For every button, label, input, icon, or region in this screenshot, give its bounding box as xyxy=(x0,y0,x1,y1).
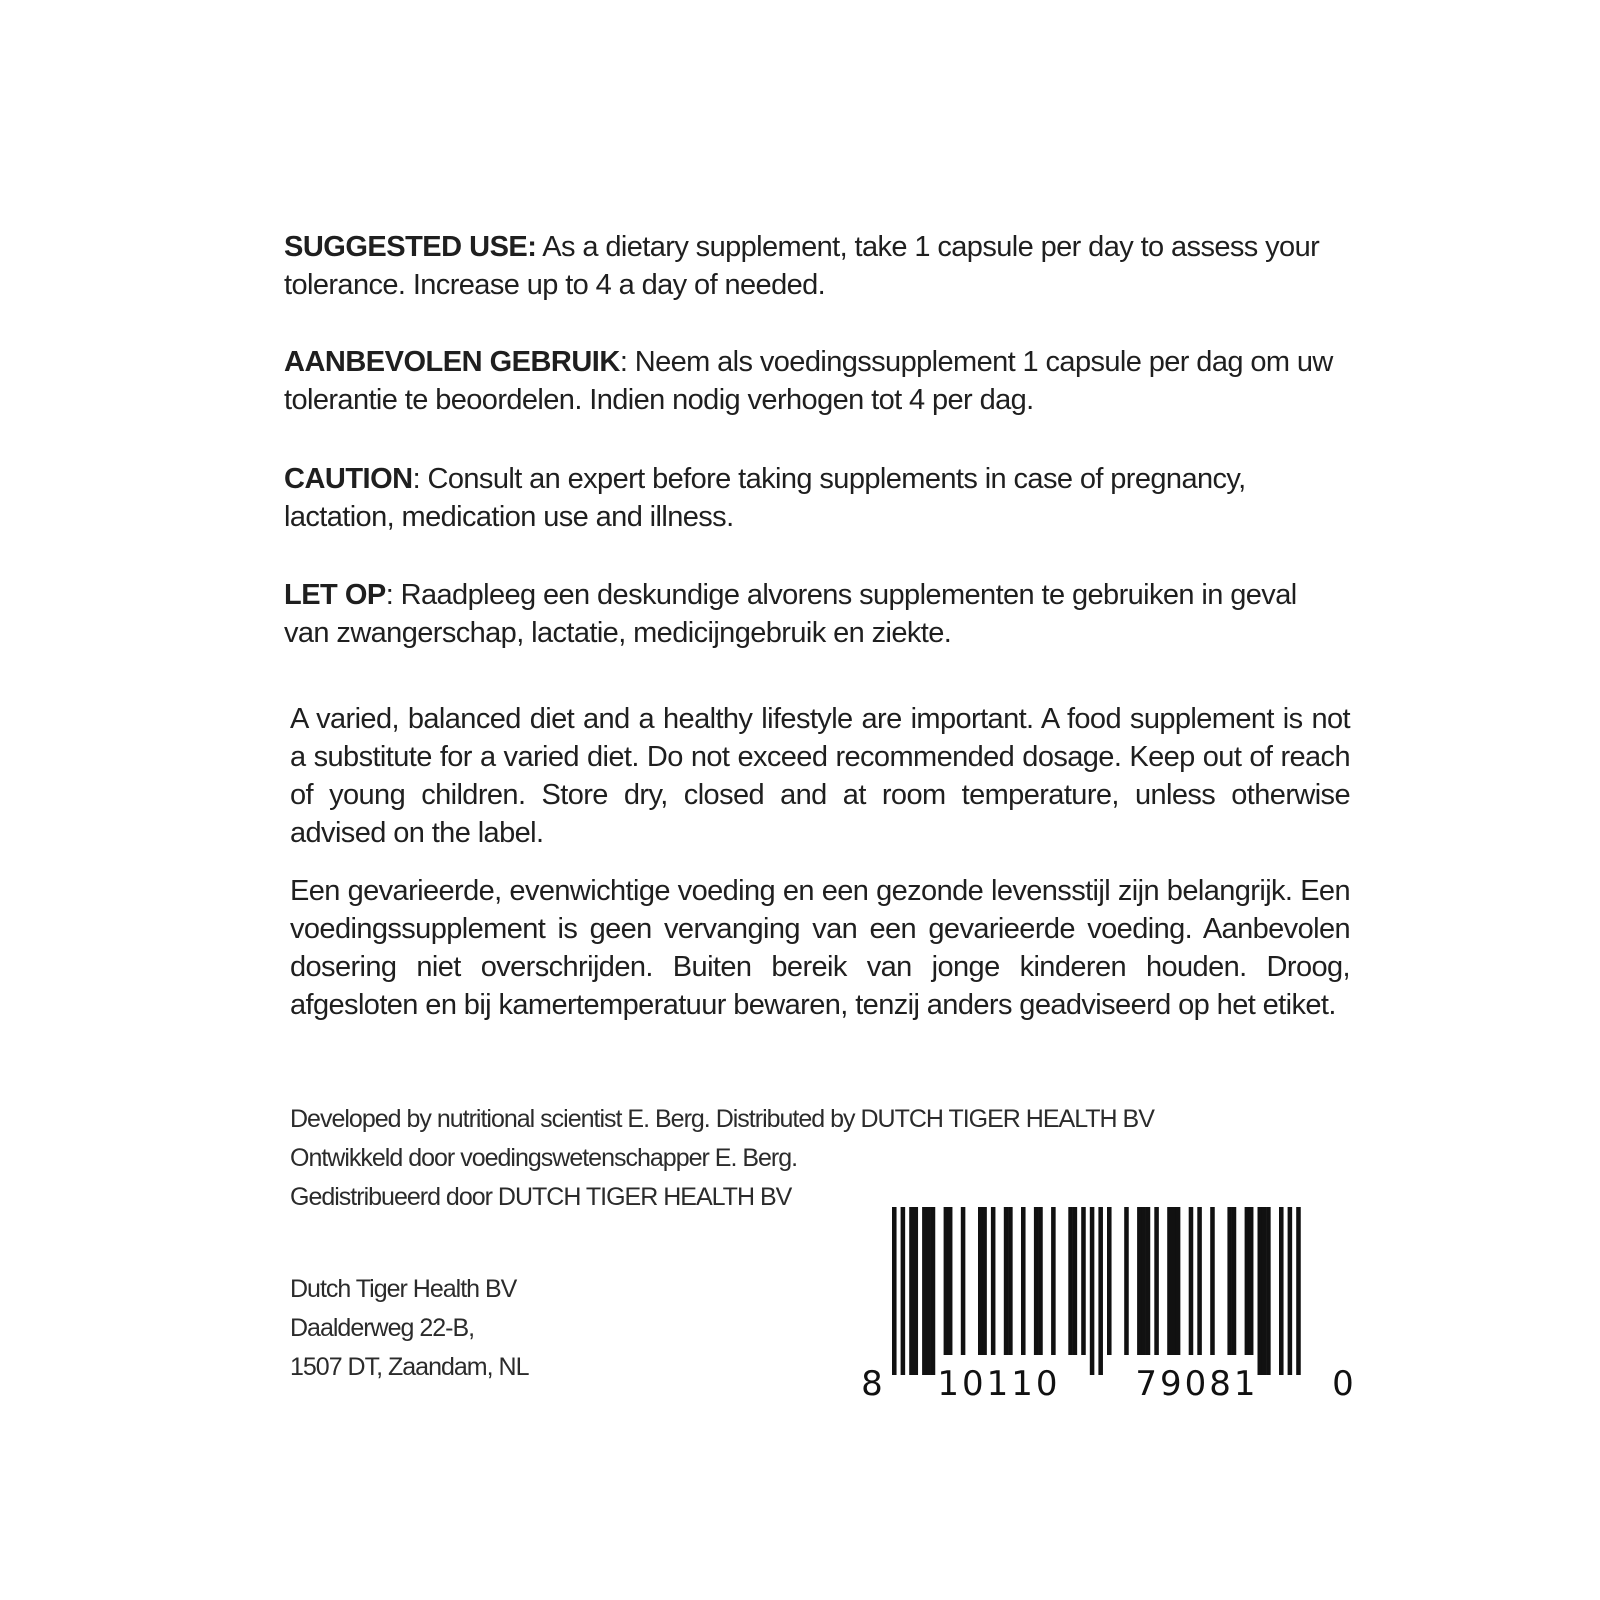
barcode xyxy=(860,1207,1360,1407)
suggested-use-heading: SUGGESTED USE: xyxy=(284,231,537,263)
street-address: Daalderweg 22-B, xyxy=(290,1314,475,1342)
barcode-bar xyxy=(1266,1207,1271,1375)
barcode-bar xyxy=(901,1207,906,1375)
caution-text: : Consult an expert before taking supplements in case of pregnancy, lactation, medication use and illness. xyxy=(284,463,1246,533)
barcode-bar xyxy=(1098,1207,1103,1375)
barcode-bar xyxy=(1004,1207,1009,1355)
barcode-right-group: 79081 xyxy=(1135,1364,1259,1404)
barcode-bar xyxy=(1038,1207,1043,1355)
credits-line: Developed by nutritional scientist E. Berg. Distributed by DUTCH TIGER HEALTH BV xyxy=(290,1105,1154,1133)
address-block xyxy=(290,1270,528,1387)
barcode-check-digit: 0 xyxy=(1332,1364,1354,1404)
let-op-section xyxy=(284,576,1344,652)
barcode-number-system: 8 xyxy=(861,1364,883,1404)
barcode-bar xyxy=(1232,1207,1237,1355)
aanbevolen-gebruik-heading: AANBEVOLEN GEBRUIK xyxy=(284,346,620,378)
barcode-bar xyxy=(1197,1207,1202,1355)
barcode-bar xyxy=(1034,1207,1039,1355)
barcode-bar xyxy=(1296,1207,1301,1375)
barcode-left-group: 10110 xyxy=(937,1364,1061,1404)
barcode-bar xyxy=(926,1207,931,1375)
suggested-use-section xyxy=(284,228,1344,304)
barcode-bar xyxy=(1124,1207,1129,1355)
barcode-bar xyxy=(1107,1207,1112,1355)
barcode-bar xyxy=(961,1207,966,1355)
barcode-bar xyxy=(1189,1207,1194,1355)
barcode-bar xyxy=(1249,1207,1254,1355)
barcode-bar xyxy=(1279,1207,1284,1375)
barcode-bar xyxy=(948,1207,953,1355)
aanbevolen-gebruik-text: : Neem als voedingssupplement 1 capsule per dag om uw tolerantie te beoordelen. Indien nodig verhogen tot 4 per dag. xyxy=(284,346,1333,416)
credits-line: Gedistribueerd door DUTCH TIGER HEALTH BV xyxy=(290,1183,792,1211)
barcode-bar xyxy=(1051,1207,1056,1355)
barcode-bars xyxy=(892,1207,1301,1375)
barcode-bar xyxy=(1021,1207,1026,1355)
barcode-bar xyxy=(982,1207,987,1355)
barcode-bar xyxy=(1008,1207,1013,1355)
barcode-bar xyxy=(1141,1207,1146,1355)
barcode-bar xyxy=(1073,1207,1078,1355)
barcode-bar xyxy=(1068,1207,1073,1355)
barcode-bar xyxy=(944,1207,949,1355)
disclaimer-english: A varied, balanced diet and a healthy lifestyle are important. A food supplement is not a substitute for a varied diet. Do not exceed recommended dosage. Keep out of reach of young children. Store dry, closed and at room temperature, unless otherwise advised on the label. xyxy=(290,703,1350,849)
barcode-bar xyxy=(909,1207,914,1375)
suggested-use-text: As a dietary supplement, take 1 capsule per day to assess your tolerance. Increase up to 4 a day of needed. xyxy=(284,231,1320,301)
barcode-bar xyxy=(1245,1207,1250,1355)
barcode-bar xyxy=(991,1207,996,1355)
barcode-bar xyxy=(892,1207,897,1375)
barcode-bar xyxy=(1090,1207,1095,1375)
aanbevolen-gebruik-section xyxy=(284,343,1344,419)
credits-block xyxy=(290,1100,1154,1217)
barcode-bar xyxy=(1258,1207,1263,1375)
barcode-bar xyxy=(1167,1207,1172,1355)
barcode-bar xyxy=(1176,1207,1181,1355)
caution-section xyxy=(284,460,1344,536)
postal-city: 1507 DT, Zaandam, NL xyxy=(290,1353,529,1381)
barcode-bar xyxy=(931,1207,936,1375)
barcode-bar xyxy=(1146,1207,1151,1355)
barcode-bar xyxy=(922,1207,927,1375)
barcode-bar xyxy=(1172,1207,1177,1355)
caution-heading: CAUTION xyxy=(284,463,413,495)
barcode-bar xyxy=(1262,1207,1267,1375)
barcode-bar xyxy=(1227,1207,1232,1355)
credits-line: Ontwikkeld door voedingswetenschapper E. Berg. xyxy=(290,1144,798,1172)
barcode-bar xyxy=(1137,1207,1142,1355)
let-op-text: : Raadpleeg een deskundige alvorens supplementen te gebruiken in geval van zwangerschap, lactatie, medicijngebruik en ziekte. xyxy=(284,579,1297,649)
barcode-bar xyxy=(914,1207,919,1375)
barcode-bar xyxy=(978,1207,983,1355)
company-name: Dutch Tiger Health BV xyxy=(290,1275,517,1303)
let-op-heading: LET OP xyxy=(284,579,386,611)
barcode-bar xyxy=(1210,1207,1215,1355)
barcode-bar xyxy=(1081,1207,1086,1355)
disclaimer-dutch: Een gevarieerde, evenwichtige voeding en een gezonde levensstijl zijn belangrijk. Een voedingssupplement is geen vervanging van een gevarieerde voeding. Aanbevolen dosering niet overschrijden. Buiten bereik van jonge kinderen houden. Droog, afgesloten en bij kamertemperatuur bewaren, tenzij anders geadviseerd op het etiket. xyxy=(290,875,1350,1021)
barcode-bar xyxy=(1154,1207,1159,1355)
barcode-bar xyxy=(1288,1207,1293,1375)
